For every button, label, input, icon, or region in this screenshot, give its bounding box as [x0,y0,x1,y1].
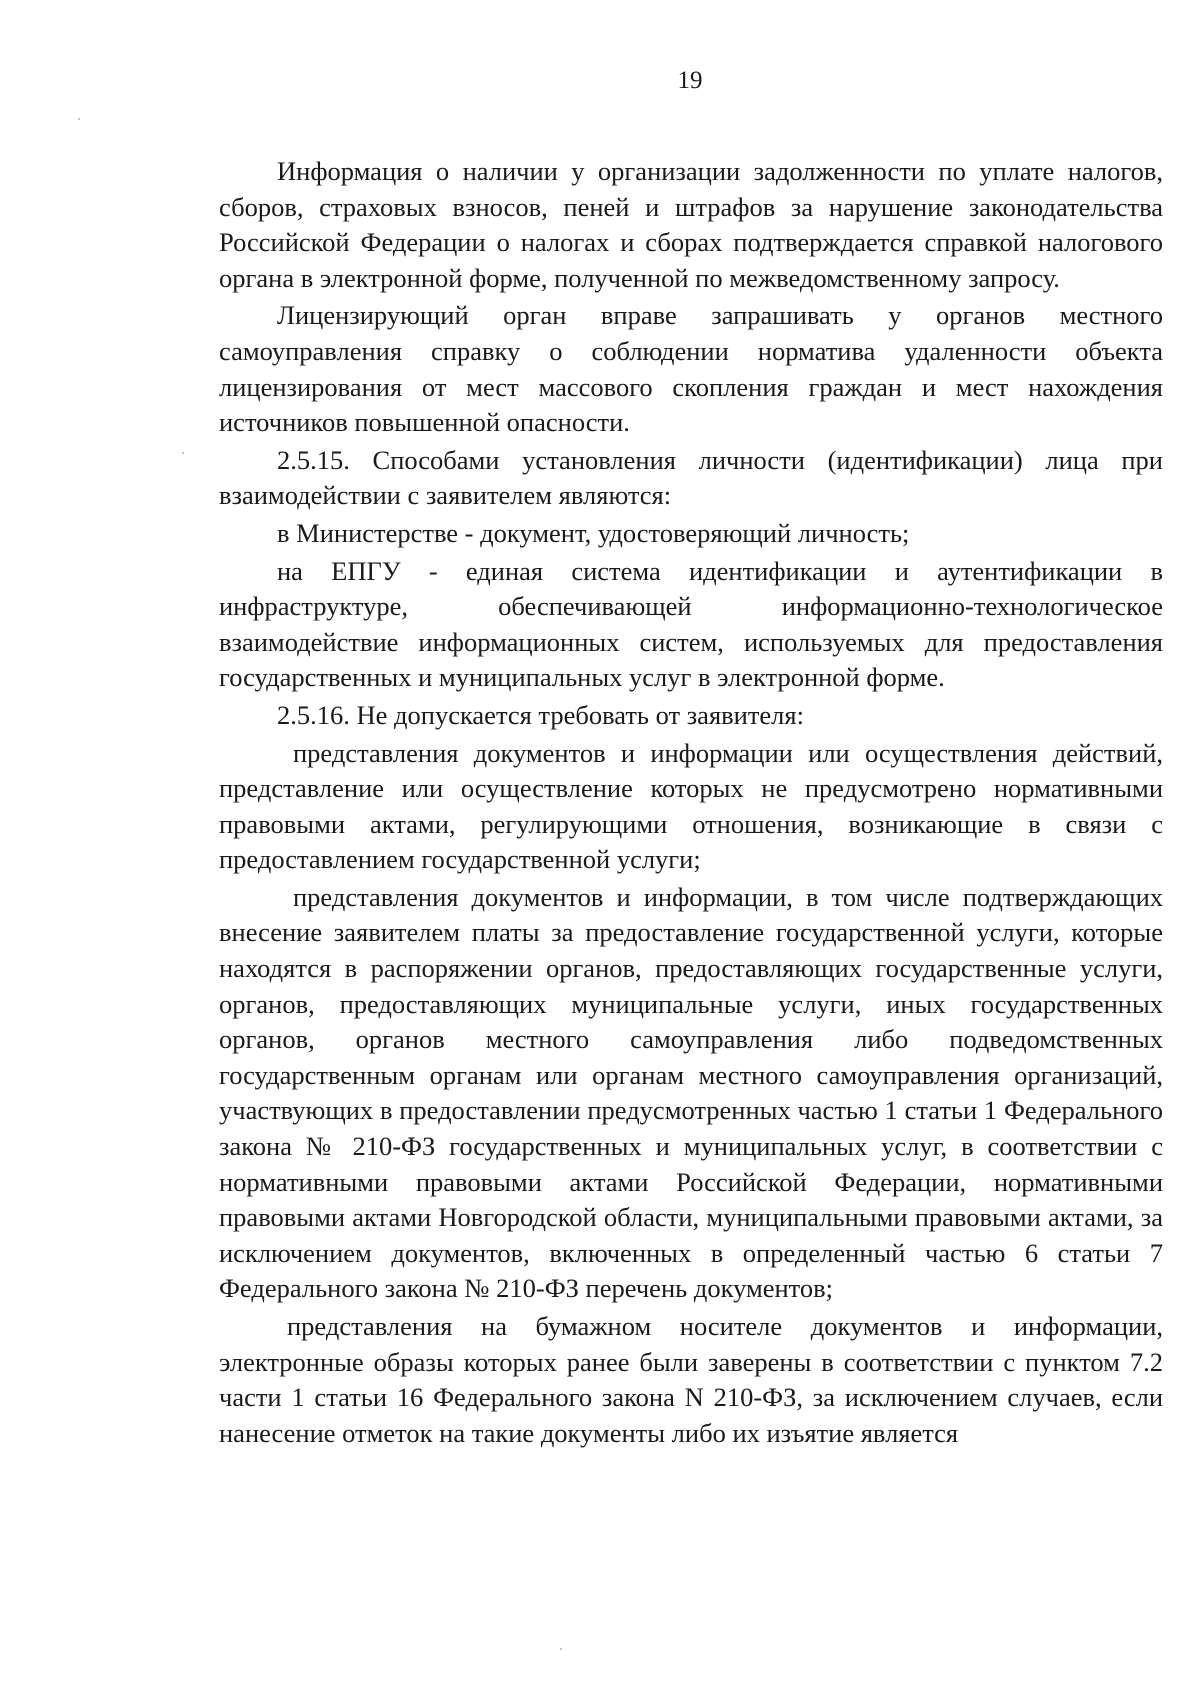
page-number: 19 [677,67,703,94]
scan-speck [78,118,80,120]
paragraph-2-5-15: 2.5.15. Способами установления личности (идентификации) лица при взаимодействии с заявителем являются: [219,444,1163,511]
paragraph-tax-debt-info: Информация о наличии у организации задолженности по уплате налогов, сборов, страховых взносов, пеней и штрафов за нарушение законодательства Российской Федерации о налогах и сборах подтверждается справкой налогового органа в электронной форме, полученной по межведомственному запросу. [219,156,1163,293]
scan-speck [182,452,184,454]
paragraph-documents-held-by-authorities: представления документов и информации, в том числе подтверждающих внесение заявителем платы за предоставление государственной услуги, которые находятся в распоряжении органов, предоставляющих государственные услуги, органов, предоставляющих муниципальные услуги, иных государственных органов, органов местного самоуправления либо подведомственных государственным органам или органам местного самоуправления организаций, участвующих в предоставлении предусмотренных частью 1 статьи 1 Федерального закона № 210-ФЗ государственных и муниципальных услуг, в соответствии с нормативными правовыми актами Российской Федерации, нормативными правовыми актами Новгородской области, муниципальными правовыми актами, за исключением документов, включенных в определенный частью 6 статьи 7 Федерального закона № 210-ФЗ перечень документов; [219,881,1163,1304]
paragraph-paper-documents: представления на бумажном носителе документов и информации, электронные образы которых ранее были заверены в соответствии с пунктом 7.2 части 1 статьи 16 Федерального закона N 210-ФЗ, за исключением случаев, если нанесение отметок на такие документы либо их изъятие является [219,1311,1163,1448]
scan-speck [560,1648,562,1650]
paragraph-licensing-authority: Лицензирующий орган вправе запрашивать у органов местного самоуправления справку о соблюдении норматива удаленности объекта лицензирования от мест массового скопления граждан и мест нахождения источников повышенной опасности. [219,300,1163,438]
paragraph-2-5-16: 2.5.16. Не допускается требовать от заявителя: [277,699,804,730]
document-body [219,154,1163,1451]
paragraph-documents-not-required: представления документов и информации или осуществления действий, представление или осуществление которых не предусмотрено нормативными правовыми актами, регулирующими отношения, возникающие в связи с предоставлением государственной услуги; [219,737,1163,875]
paragraph-epgu-identification: на ЕПГУ - единая система идентификации и аутентификации в инфраструктуре, обеспечивающей информационно-технологическое взаимодействие информационных систем, используемых для предоставления государственных и муниципальных услуг в электронной форме. [219,555,1163,693]
paragraph-ministry-identification: в Министерстве - документ, удостоверяющий личность; [277,517,910,548]
